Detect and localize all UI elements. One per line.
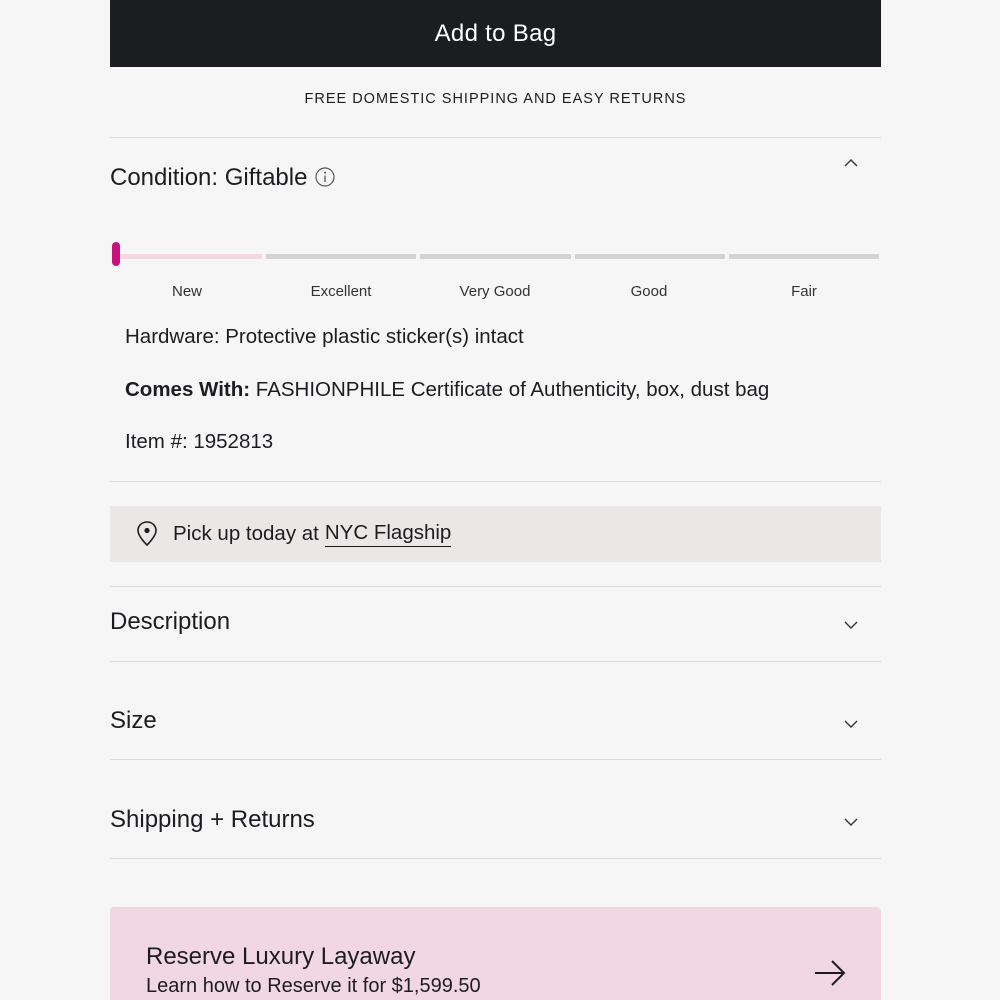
accordion-description[interactable]: Description (110, 608, 231, 635)
comes-with-detail (125, 378, 769, 402)
shipping-note: FREE DOMESTIC SHIPPING AND EASY RETURNS (304, 91, 687, 107)
chevron-up-icon[interactable] (843, 155, 859, 171)
condition-heading (110, 164, 335, 192)
comes-with-value: FASHIONPHILE Certificate of Authenticity, box, dust bag (255, 378, 770, 401)
divider (110, 481, 881, 482)
divider (110, 586, 881, 587)
layaway-title: Reserve Luxury Layaway (146, 943, 416, 970)
info-circle-icon[interactable] (315, 166, 335, 186)
scale-label-fair: Fair (791, 283, 817, 300)
comes-with-label: Comes With: (125, 378, 251, 401)
divider (110, 137, 881, 138)
scale-label-good: Good (630, 283, 668, 300)
scale-segment-excellent (266, 254, 416, 259)
add-to-bag-button[interactable]: Add to Bag (110, 0, 881, 67)
divider (110, 759, 881, 760)
layaway-card[interactable] (110, 907, 881, 1000)
accordion-size[interactable]: Size (110, 707, 157, 734)
condition-scale (112, 254, 880, 260)
arrow-right-icon[interactable] (813, 958, 847, 988)
chevron-down-icon[interactable] (843, 617, 859, 633)
accordion-shipping-returns[interactable]: Shipping + Returns (110, 806, 315, 833)
scale-segment-good (575, 254, 725, 259)
scale-segment-very-good (420, 254, 571, 259)
store-link[interactable]: NYC Flagship (325, 521, 451, 547)
divider (110, 661, 881, 662)
condition-label: Condition: Giftable (110, 164, 308, 191)
item-number: Item #: 1952813 (125, 430, 274, 453)
pickup-banner (110, 506, 881, 562)
pickup-text: Pick up today at (173, 522, 319, 545)
divider (110, 858, 881, 859)
hardware-detail: Hardware: Protective plastic sticker(s) intact (125, 325, 524, 348)
location-pin-icon (136, 520, 158, 548)
chevron-down-icon[interactable] (843, 814, 859, 830)
scale-label-excellent: Excellent (310, 283, 372, 300)
chevron-down-icon[interactable] (843, 716, 859, 732)
scale-segment-fair (729, 254, 879, 259)
scale-segment-new (112, 254, 262, 259)
layaway-subtitle: Learn how to Reserve it for $1,599.50 (146, 975, 481, 997)
condition-slider-handle (112, 242, 120, 266)
scale-label-very-good: Very Good (459, 283, 531, 300)
scale-label-new: New (171, 283, 202, 300)
